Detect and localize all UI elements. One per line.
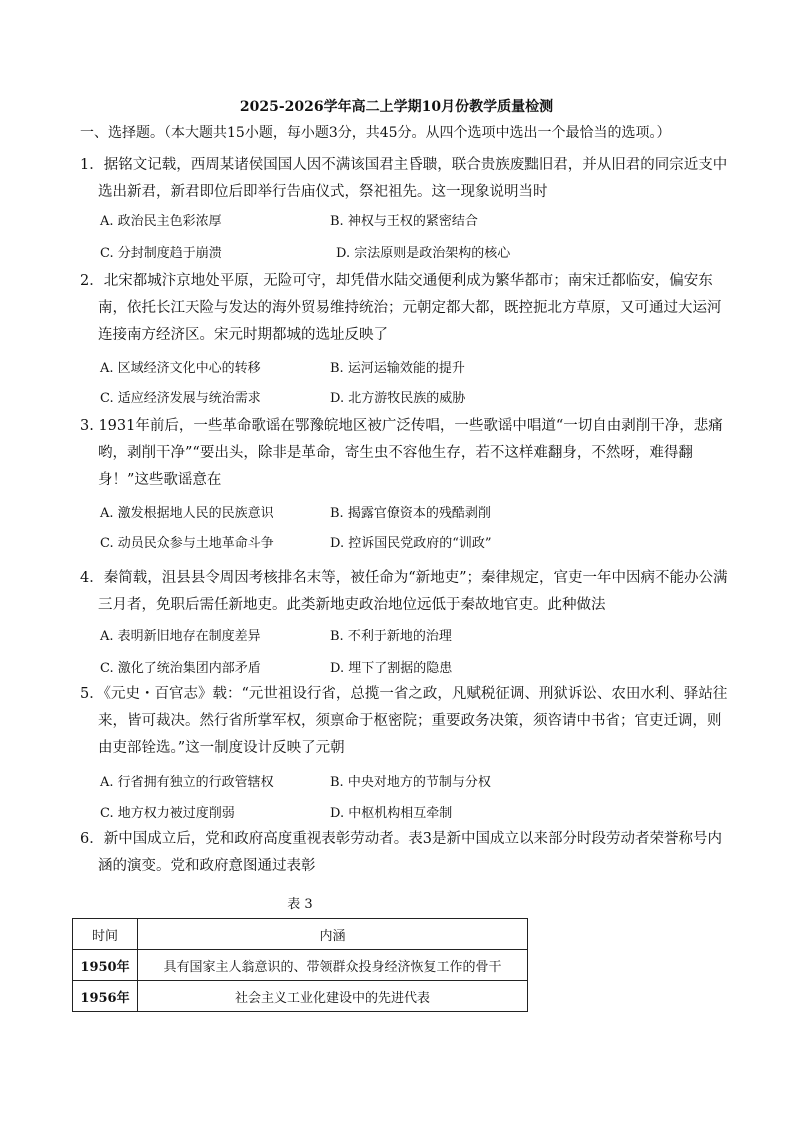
- option-b: B. 揭露官僚资本的残酷剥削: [330, 506, 491, 521]
- question-3: [80, 413, 730, 494]
- question-stem: 4．秦简载，沮县县令周因考核排名末等，被任命为“新地吏”；秦律规定，官吏一年中因病不能办公满三月者，免职后需任新地吏。此类新地吏政治地位远低于秦故地官吏。此种做法: [80, 570, 728, 613]
- table-header-row: [73, 919, 528, 950]
- question-stem: 6．新中国成立后，党和政府高度重视表彰劳动者。表3是新中国成立以来部分时段劳动者荣誉称号内涵的演变。党和政府意图通过表彰: [80, 831, 722, 874]
- option-a: A. 区域经济文化中心的转移: [100, 361, 261, 376]
- question-5: [80, 681, 730, 762]
- question-stem: 3. 1931年前后，一些革命歌谣在鄂豫皖地区被广泛传唱，一些歌谣中唱道“一切自由剥削干净，悲痛哟，剥削干净”“要出头，除非是革命，寄生虫不容他生存，若不这样难翻身，不然呀，难得翻身！”这些歌谣意在: [80, 418, 723, 488]
- question-stem: 1．据铭文记载，西周某诸侯国国人因不满该国君主昏聩，联合贵族废黜旧君，并从旧君的同宗近支中选出新君，新君即位后即举行告庙仪式，祭祀祖先。这一现象说明当时: [80, 157, 728, 200]
- question-stem: 2．北宋都城汴京地处平原，无险可守，却凭借水陆交通便利成为繁华都市；南宋迁都临安，偏安东南，依托长江天险与发达的海外贸易维持统治；元朝定都大都，既控扼北方草原，又可通过大运河连接南方经济区。宋元时期都城的选址反映了: [80, 273, 722, 343]
- table-row: [73, 981, 528, 1012]
- table-cell-year: 1950年: [73, 950, 138, 981]
- option-b: B. 中央对地方的节制与分权: [330, 775, 491, 790]
- option-b: B. 不利于新地的治理: [330, 629, 452, 644]
- table-header-cell: 内涵: [138, 919, 528, 950]
- question-6: [80, 826, 730, 880]
- question-1: [80, 152, 730, 206]
- question-4: [80, 565, 730, 619]
- table-row: [73, 950, 528, 981]
- table-caption: 表 3: [287, 897, 313, 912]
- option-b: B. 运河运输效能的提升: [330, 361, 465, 376]
- option-d: D. 北方游牧民族的威胁: [330, 391, 466, 406]
- table-cell-year: 1956年: [73, 981, 138, 1012]
- option-a: A. 行省拥有独立的行政管辖权: [100, 775, 274, 790]
- table-cell-content: 社会主义工业化建设中的先进代表: [138, 981, 528, 1012]
- exam-title: 2025-2026学年高二上学期10月份教学质量检测: [239, 99, 554, 115]
- table-cell-content: 具有国家主人翁意识的、带领群众投身经济恢复工作的骨干: [138, 950, 528, 981]
- option-b: B. 神权与王权的紧密结合: [330, 214, 478, 229]
- table-3: [72, 918, 528, 1012]
- option-d: D. 埋下了割据的隐患: [330, 661, 453, 676]
- option-c: C. 动员民众参与土地革命斗争: [100, 536, 274, 551]
- option-c: C. 适应经济发展与统治需求: [100, 391, 261, 406]
- section-heading: 一、选择题。（本大题共15小题，每小题3分，共45分。从四个选项中选出一个最恰当的选项。）: [80, 125, 671, 141]
- option-a: A. 表明新旧地存在制度差异: [100, 629, 261, 644]
- option-c: C. 分封制度趋于崩溃: [100, 246, 222, 261]
- table-header-cell: 时间: [73, 919, 138, 950]
- option-a: A. 政治民主色彩浓厚: [100, 214, 222, 229]
- option-d: D. 宗法原则是政治架构的核心: [336, 246, 511, 261]
- option-c: C. 激化了统治集团内部矛盾: [100, 661, 261, 676]
- option-d: D. 控诉国民党政府的“训政”: [330, 536, 492, 551]
- option-d: D. 中枢机构相互牵制: [330, 806, 453, 821]
- question-2: [80, 268, 730, 349]
- option-a: A. 激发根据地人民的民族意识: [100, 506, 274, 521]
- question-stem: 5．《元史・百官志》载：“元世祖设行省，总揽一省之政，凡赋税征调、刑狱诉讼、农田水利、驿站往来，皆可裁决。然行省所掌军权，须禀命于枢密院；重要政务决策，须咨请中书省；官吏迁调，则由吏部铨选。”这一制度设计反映了元朝: [80, 686, 728, 756]
- option-c: C. 地方权力被过度削弱: [100, 806, 235, 821]
